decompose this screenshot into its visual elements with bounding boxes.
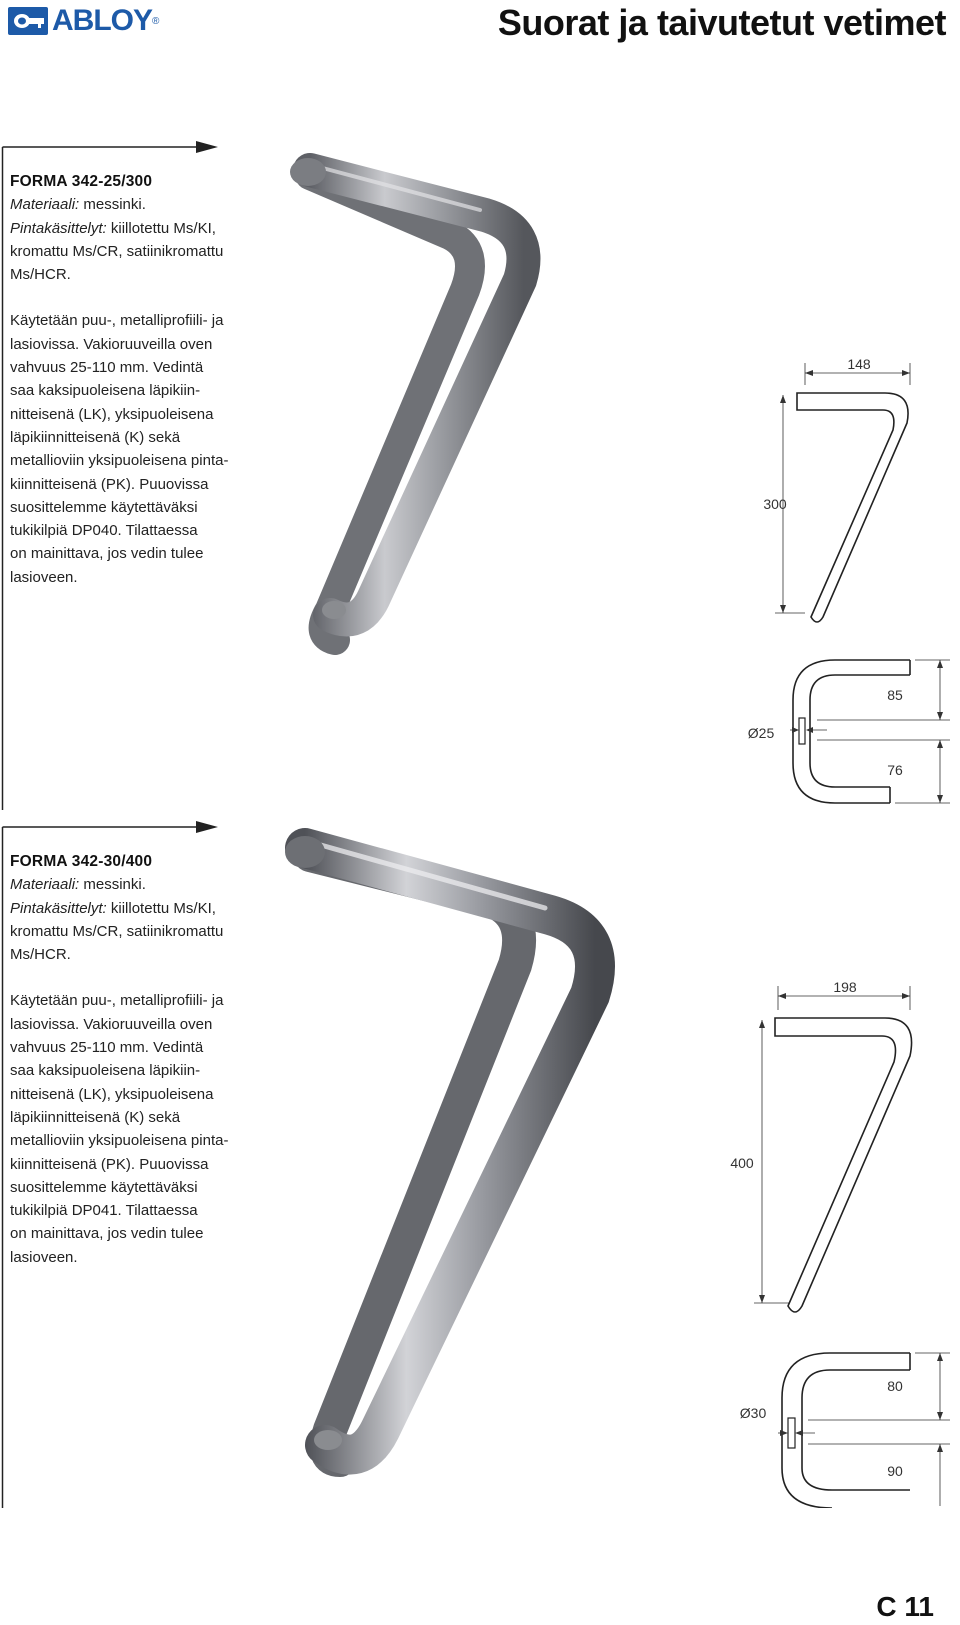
dim-depth-bottom: 76 <box>887 762 903 778</box>
dim-depth-top: 80 <box>887 1378 903 1394</box>
product-1-photo <box>270 140 570 660</box>
product-2-material: Materiaali: messinki. <box>10 876 146 894</box>
product-1-line: suosittelemme käytettäväksi <box>10 498 198 516</box>
product-2-line: lasioveen. <box>10 1248 78 1266</box>
page-title: Suorat ja taivutetut vetimet <box>497 2 946 43</box>
product-2-name: FORMA 342-30/400 <box>10 853 153 870</box>
product-1-name: FORMA 342-25/300 <box>10 173 153 190</box>
product-1-drawing <box>735 355 955 815</box>
product-2-line: tukikilpiä DP041. Tilattaessa <box>10 1202 198 1220</box>
abloy-logo-icon <box>8 7 48 35</box>
product-1-description <box>10 170 250 589</box>
dim-depth-bottom: 90 <box>887 1463 903 1479</box>
product-2-line: metallioviin yksipuoleisena pinta- <box>10 1132 229 1150</box>
product-2-line: on mainittava, jos vedin tulee <box>10 1225 204 1243</box>
dim-width: 198 <box>833 979 857 995</box>
product-2-line: Käytetään puu-, metalliprofiili- ja <box>10 992 224 1010</box>
product-1-line: läpikiinnitteisenä (K) sekä <box>10 428 181 446</box>
product-2-line: nitteisenä (LK), yksipuoleisena <box>10 1085 214 1103</box>
product-1-line: nitteisenä (LK), yksipuoleisena <box>10 405 214 423</box>
product-1-line: vahvuus 25-110 mm. Vedintä <box>10 359 204 377</box>
product-1-line: tukikilpiä DP040. Tilattaessa <box>10 522 198 540</box>
dim-diameter: Ø25 <box>747 725 775 741</box>
product-2-line: vahvuus 25-110 mm. Vedintä <box>10 1039 204 1057</box>
dim-height: 300 <box>763 496 787 512</box>
product-2-line: läpikiinnitteisenä (K) sekä <box>10 1108 181 1126</box>
product-2-line: lasiovissa. Vakioruuveilla oven <box>10 1015 213 1033</box>
dim-depth-top: 85 <box>887 687 903 703</box>
product-2-line: saa kaksipuoleisena läpikiin- <box>10 1062 201 1080</box>
product-2-photo <box>270 820 620 1480</box>
dim-diameter: Ø30 <box>739 1405 767 1421</box>
product-1-line: saa kaksipuoleisena läpikiin- <box>10 382 201 400</box>
product-2-description <box>10 850 250 1269</box>
product-1-finish: Pintakäsittelyt: kiillotettu Ms/KI, kromattu Ms/CR, satiinikromattu Ms/HCR. <box>10 219 224 284</box>
product-1-line: lasiovissa. Vakioruuveilla oven <box>10 335 213 353</box>
registered-mark: ® <box>152 15 160 27</box>
page-number: C 11 <box>876 1591 934 1622</box>
product-2-drawing <box>720 978 955 1508</box>
product-1-line: lasioveen. <box>10 568 78 586</box>
dim-width: 148 <box>847 356 871 372</box>
abloy-logo <box>8 6 159 36</box>
brand-name: ABLOY <box>52 4 152 37</box>
product-1-line: metallioviin yksipuoleisena pinta- <box>10 452 229 470</box>
product-2-line: kiinnitteisenä (PK). Puuovissa <box>10 1155 209 1173</box>
product-1-material: Materiaali: messinki. <box>10 196 146 214</box>
product-1-line: on mainittava, jos vedin tulee <box>10 545 204 563</box>
product-1-line: Käytetään puu-, metalliprofiili- ja <box>10 312 224 330</box>
product-2-finish: Pintakäsittelyt: kiillotettu Ms/KI, kromattu Ms/CR, satiinikromattu Ms/HCR. <box>10 899 224 964</box>
product-1-line: kiinnitteisenä (PK). Puuovissa <box>10 475 209 493</box>
dim-height: 400 <box>730 1155 754 1171</box>
product-2-line: suosittelemme käytettäväksi <box>10 1178 198 1196</box>
